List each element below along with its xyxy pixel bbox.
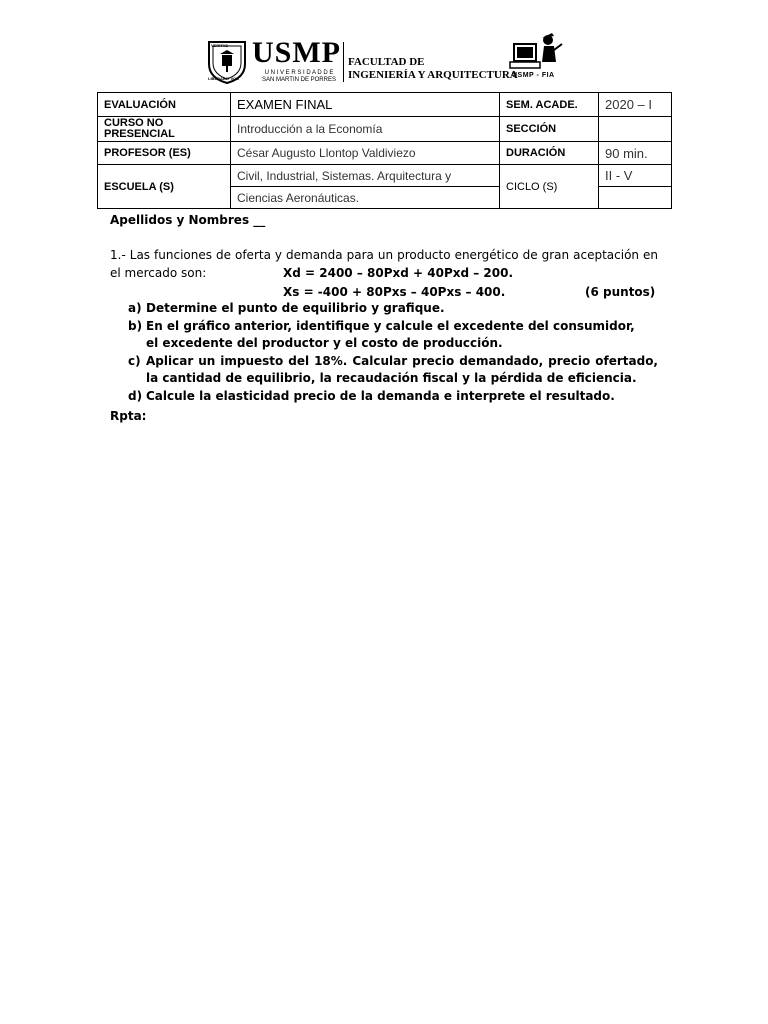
profesor-value: César Augusto Llontop Valdiviezo xyxy=(231,142,500,165)
ciclo-value: II - V xyxy=(599,165,672,187)
list-item xyxy=(128,300,658,318)
item-text: Aplicar un impuesto del 18%. Calcular precio demandado, precio ofertado, la cantidad de equilibrio, la recaudación fiscal y la pérdida de eficiencia. xyxy=(146,353,658,386)
evaluacion-label: EVALUACIÓN xyxy=(98,93,231,117)
item-text: En el gráfico anterior, identifique y calcule el excedente del consumidor, el excedente del productor y el costo de producción. xyxy=(146,318,635,351)
faculty-line1: FACULTAD DE xyxy=(348,56,425,68)
table-row xyxy=(98,117,672,142)
curso-value: Introducción a la Economía xyxy=(231,117,500,142)
faculty-name xyxy=(348,56,518,82)
table-row xyxy=(98,93,672,117)
fia-computer-logo xyxy=(508,32,564,72)
item-marker: a) xyxy=(128,301,142,315)
faculty-line2: INGENIERÍA Y ARQUITECTURA xyxy=(348,69,518,81)
duracion-label: DURACIÓN xyxy=(500,142,599,165)
list-item xyxy=(128,318,658,353)
points-label: (6 puntos) xyxy=(585,285,656,299)
usmp-wordmark: USMP xyxy=(252,36,341,69)
item-text: Calcule la elasticidad precio de la demanda e interprete el resultado. xyxy=(146,388,615,403)
item-marker: c) xyxy=(128,353,141,368)
sem-label: SEM. ACADE. xyxy=(500,93,599,117)
answer-label: Rpta: xyxy=(110,409,147,423)
demand-formula: Xd = 2400 – 80Pxd + 40Pxd – 200. xyxy=(283,266,514,280)
name-line: Apellidos y Nombres __ xyxy=(110,213,266,227)
item-marker: b) xyxy=(128,318,143,333)
university-line2: SAN MARTIN DE PORRES xyxy=(262,77,336,83)
fia-caption: USMP - FIA xyxy=(512,72,555,79)
header-divider xyxy=(343,42,344,82)
ciclo-label: CICLO (S) xyxy=(500,165,599,209)
seal-motto-bottom: LIBERABIT VOS xyxy=(208,76,239,81)
escuela-value-line2: Ciencias Aeronáuticas. xyxy=(231,187,500,209)
ciclo-value-empty xyxy=(599,187,672,209)
list-item xyxy=(128,388,658,406)
page-header xyxy=(200,30,580,88)
university-line1: U N I V E R S I D A D D E xyxy=(264,70,334,76)
escuela-label: ESCUELA (S) xyxy=(98,165,231,209)
exam-info-table xyxy=(97,92,672,209)
supply-formula: Xs = -400 + 80Pxs – 40Pxs – 400. xyxy=(283,285,506,299)
question-1-number: 1.- xyxy=(110,248,126,262)
curso-label: CURSO NO PRESENCIAL xyxy=(98,117,231,142)
seccion-label: SECCIÓN xyxy=(500,117,599,142)
escuela-value-line1: Civil, Industrial, Sistemas. Arquitectura y xyxy=(231,165,500,187)
question-1-items xyxy=(128,300,658,406)
duracion-value: 90 min. xyxy=(599,142,672,165)
item-text: Determine el punto de equilibrio y grafique. xyxy=(146,301,445,315)
seccion-value xyxy=(599,117,672,142)
seal-motto-top: VERITAS xyxy=(211,43,229,48)
profesor-label: PROFESOR (ES) xyxy=(98,142,231,165)
table-row xyxy=(98,142,672,165)
table-row xyxy=(98,165,672,187)
question-1-text: Las funciones de oferta y demanda para un producto energético de gran aceptación en el mercado son: xyxy=(110,248,658,280)
evaluacion-value: EXAMEN FINAL xyxy=(231,93,500,117)
item-marker: d) xyxy=(128,388,143,403)
university-name xyxy=(254,70,344,84)
list-item xyxy=(128,353,658,388)
sem-value: 2020 – I xyxy=(599,93,672,117)
